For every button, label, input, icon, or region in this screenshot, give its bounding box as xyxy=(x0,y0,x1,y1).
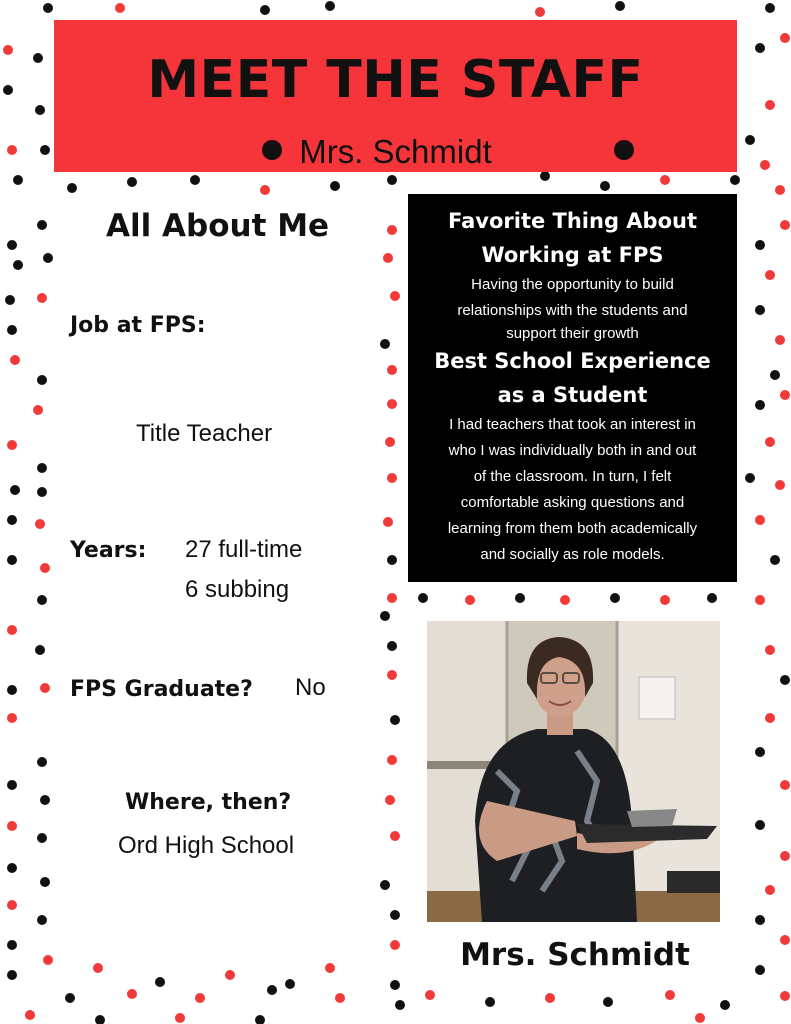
polka-dot xyxy=(390,980,400,990)
polka-dot xyxy=(37,595,47,605)
polka-dot xyxy=(418,593,428,603)
page-title: MEET THE STAFF xyxy=(147,50,644,110)
polka-dot xyxy=(760,160,770,170)
favorite-heading-line1: Favorite Thing About xyxy=(447,209,698,233)
polka-dot xyxy=(770,370,780,380)
polka-dot xyxy=(387,175,397,185)
polka-dot xyxy=(10,485,20,495)
polka-dot xyxy=(7,515,17,525)
polka-dot xyxy=(780,991,790,1001)
polka-dot xyxy=(515,593,525,603)
polka-dot xyxy=(745,473,755,483)
where-label: Where, then? xyxy=(125,790,292,815)
polka-dot xyxy=(3,45,13,55)
favorite-heading-line2: Working at FPS xyxy=(481,243,664,267)
polka-dot xyxy=(755,747,765,757)
polka-dot xyxy=(37,220,47,230)
polka-dot xyxy=(755,515,765,525)
polka-dot xyxy=(545,993,555,1003)
polka-dot xyxy=(395,1000,405,1010)
polka-dot xyxy=(383,253,393,263)
polka-dot xyxy=(127,177,137,187)
polka-dot xyxy=(387,593,397,603)
polka-dot xyxy=(7,325,17,335)
polka-dot xyxy=(10,355,20,365)
bullet-right-icon xyxy=(614,140,634,160)
polka-dot xyxy=(780,780,790,790)
graduate-label: FPS Graduate? xyxy=(70,677,253,702)
polka-dot xyxy=(780,33,790,43)
polka-dot xyxy=(35,645,45,655)
polka-dot xyxy=(535,7,545,17)
years-subbing: 6 subbing xyxy=(185,576,290,603)
polka-dot xyxy=(615,1,625,11)
bullet-left-icon xyxy=(262,140,282,160)
polka-dot xyxy=(7,940,17,950)
polka-dot xyxy=(3,85,13,95)
polka-dot xyxy=(707,593,717,603)
polka-dot xyxy=(387,555,397,565)
polka-dot xyxy=(755,915,765,925)
polka-dot xyxy=(225,970,235,980)
favorite-text-line: relationships with the students and xyxy=(457,302,688,319)
polka-dot xyxy=(195,993,205,1003)
polka-dot xyxy=(387,365,397,375)
polka-dot xyxy=(775,480,785,490)
polka-dot xyxy=(37,757,47,767)
polka-dot xyxy=(7,625,17,635)
polka-dot xyxy=(780,220,790,230)
best-text-line: I had teachers that took an interest in xyxy=(449,416,696,433)
polka-dot xyxy=(260,5,270,15)
polka-dot xyxy=(93,963,103,973)
polka-dot xyxy=(285,979,295,989)
polka-dot xyxy=(325,1,335,11)
polka-dot xyxy=(387,670,397,680)
polka-dot xyxy=(7,863,17,873)
favorite-text-line: support their growth xyxy=(506,325,639,342)
polka-dot xyxy=(765,885,775,895)
best-text-line: comfortable asking questions and xyxy=(460,494,685,511)
best-heading-line2: as a Student xyxy=(497,383,648,407)
job-value: Title Teacher xyxy=(136,420,273,447)
polka-dot xyxy=(175,1013,185,1023)
polka-dot xyxy=(127,989,137,999)
polka-dot xyxy=(255,1015,265,1024)
polka-dot xyxy=(755,400,765,410)
polka-dot xyxy=(603,997,613,1007)
polka-dot xyxy=(383,517,393,527)
polka-dot xyxy=(65,993,75,1003)
polka-dot xyxy=(780,935,790,945)
all-about-me-heading: All About Me xyxy=(106,208,330,244)
polka-dot xyxy=(7,440,17,450)
polka-dot xyxy=(37,463,47,473)
polka-dot xyxy=(385,795,395,805)
polka-dot xyxy=(610,593,620,603)
polka-dot xyxy=(390,910,400,920)
polka-dot xyxy=(695,1013,705,1023)
polka-dot xyxy=(35,105,45,115)
polka-dot xyxy=(775,335,785,345)
header-banner xyxy=(54,20,737,172)
info-box xyxy=(408,194,737,582)
polka-dot xyxy=(660,175,670,185)
polka-dot xyxy=(560,595,570,605)
polka-dot xyxy=(40,563,50,573)
staff-name-subtitle: Mrs. Schmidt xyxy=(299,133,492,170)
polka-dot xyxy=(387,755,397,765)
polka-dot xyxy=(380,880,390,890)
polka-dot xyxy=(330,181,340,191)
polka-dot xyxy=(33,53,43,63)
best-text-line: who I was individually both in and out xyxy=(448,442,697,459)
polka-dot xyxy=(40,145,50,155)
polka-dot xyxy=(755,595,765,605)
polka-dot xyxy=(745,135,755,145)
polka-dot xyxy=(155,977,165,987)
polka-dot xyxy=(765,100,775,110)
photo-caption: Mrs. Schmidt xyxy=(460,937,690,973)
polka-dot xyxy=(267,985,277,995)
years-full-time: 27 full-time xyxy=(185,536,303,563)
polka-dot xyxy=(765,645,775,655)
polka-dot xyxy=(5,295,15,305)
polka-dot xyxy=(765,3,775,13)
polka-dot xyxy=(755,965,765,975)
polka-dot xyxy=(33,405,43,415)
polka-dot xyxy=(35,519,45,529)
polka-dot xyxy=(40,795,50,805)
polka-dot xyxy=(765,713,775,723)
polka-dot xyxy=(7,145,17,155)
polka-dot xyxy=(7,970,17,980)
polka-dot xyxy=(40,683,50,693)
polka-dot xyxy=(380,339,390,349)
staff-photo xyxy=(427,621,720,922)
polka-dot xyxy=(385,437,395,447)
polka-dot xyxy=(485,997,495,1007)
polka-dot xyxy=(37,833,47,843)
polka-dot xyxy=(765,270,775,280)
polka-dot xyxy=(387,399,397,409)
polka-dot xyxy=(720,1000,730,1010)
polka-dot xyxy=(7,555,17,565)
polka-dot xyxy=(387,473,397,483)
polka-dot xyxy=(755,240,765,250)
favorite-text-line: Having the opportunity to build xyxy=(471,276,674,293)
polka-dot xyxy=(755,305,765,315)
polka-dot xyxy=(540,171,550,181)
polka-dot xyxy=(390,831,400,841)
polka-dot xyxy=(730,175,740,185)
polka-dot xyxy=(7,713,17,723)
polka-dot xyxy=(7,685,17,695)
years-label: Years: xyxy=(70,538,147,563)
polka-dot xyxy=(775,185,785,195)
polka-dot xyxy=(387,641,397,651)
polka-dot xyxy=(37,487,47,497)
polka-dot xyxy=(770,555,780,565)
polka-dot xyxy=(755,43,765,53)
where-value: Ord High School xyxy=(118,832,295,859)
polka-dot xyxy=(660,595,670,605)
polka-dot xyxy=(600,181,610,191)
polka-dot xyxy=(390,940,400,950)
polka-dot xyxy=(425,990,435,1000)
polka-dot xyxy=(780,675,790,685)
polka-dot xyxy=(755,820,765,830)
subtitle-row xyxy=(54,132,737,172)
polka-dot xyxy=(390,291,400,301)
polka-dot xyxy=(335,993,345,1003)
polka-dot xyxy=(40,877,50,887)
best-heading-line1: Best School Experience xyxy=(434,349,711,373)
polka-dot xyxy=(95,1015,105,1024)
polka-dot xyxy=(765,437,775,447)
polka-dot xyxy=(13,175,23,185)
polka-dot xyxy=(390,715,400,725)
polka-dot xyxy=(7,900,17,910)
polka-dot xyxy=(13,260,23,270)
polka-dot xyxy=(387,225,397,235)
polka-dot xyxy=(380,611,390,621)
polka-dot xyxy=(780,390,790,400)
polka-dot xyxy=(43,253,53,263)
polka-dot xyxy=(780,851,790,861)
polka-dot xyxy=(67,183,77,193)
polka-dot xyxy=(37,915,47,925)
polka-dot xyxy=(7,821,17,831)
best-text-line: learning from them both academically xyxy=(447,520,698,537)
polka-dot xyxy=(25,1010,35,1020)
polka-dot xyxy=(7,780,17,790)
polka-dot xyxy=(37,293,47,303)
polka-dot xyxy=(190,175,200,185)
best-text-line: and socially as role models. xyxy=(480,546,665,563)
polka-dot xyxy=(115,3,125,13)
polka-dot xyxy=(7,240,17,250)
graduate-value: No xyxy=(295,674,326,701)
best-text-line: of the classroom. In turn, I felt xyxy=(473,468,672,485)
polka-dot xyxy=(465,595,475,605)
polka-dot xyxy=(665,990,675,1000)
polka-dot xyxy=(37,375,47,385)
polka-dot xyxy=(43,955,53,965)
polka-dot xyxy=(260,185,270,195)
polka-dot xyxy=(325,963,335,973)
polka-dot xyxy=(43,3,53,13)
job-label: Job at FPS: xyxy=(70,313,206,338)
